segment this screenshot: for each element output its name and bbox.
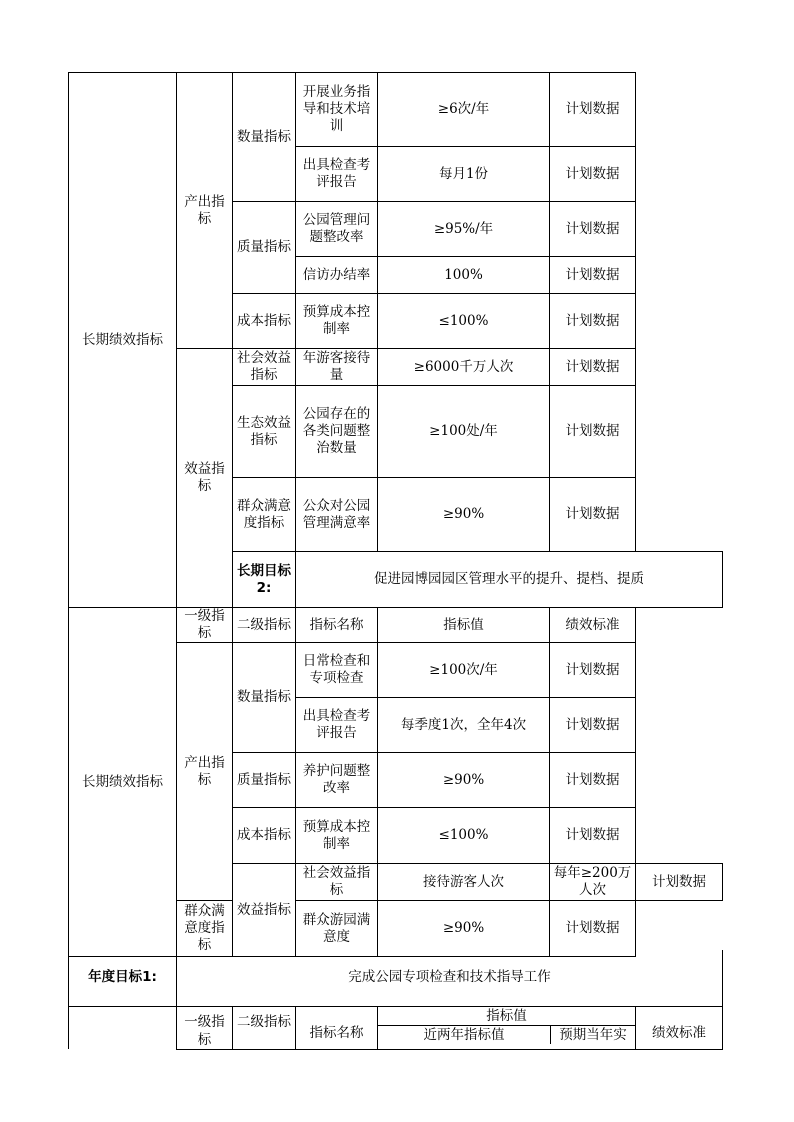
performance-standard: 计划数据 [550,753,636,808]
indicator-value: ≥90% [378,478,550,552]
indicator-name: 出具检查考评报告 [296,698,378,753]
indicator-value: ≥95%/年 [378,202,550,257]
header-performance-standard: 绩效标准 [550,608,636,643]
annual-left-blank [69,1006,177,1049]
level2-quality: 质量指标 [233,753,296,808]
long-term-performance-label: 长期绩效指标 [69,608,177,957]
header-performance-standard: 绩效标准 [636,1006,723,1049]
performance-standard: 计划数据 [550,73,636,147]
indicator-name: 预算成本控制率 [296,808,378,864]
annual-goal-1-label: 年度目标1: [69,950,177,1006]
level2-satisfaction: 群众满意度指标 [233,478,296,552]
level1-output: 产出指标 [177,643,233,901]
indicator-value: 每季度1次，全年4次 [378,698,550,753]
header-indicator-value: 指标值 [378,608,550,643]
indicator-name: 日常检查和专项检查 [296,643,378,698]
indicator-name: 开展业务指导和技术培训 [296,73,378,147]
level2-quality: 质量指标 [233,202,296,294]
header-level2: 二级指标 [233,1006,296,1049]
performance-standard: 计划数据 [550,202,636,257]
annual-goal-1-text: 完成公园专项检查和技术指导工作 [177,950,723,1006]
level2-ecological: 生态效益指标 [233,386,296,478]
header-level2: 二级指标 [233,608,296,643]
level2-quantity: 数量指标 [233,73,296,202]
header-indicator-name: 指标名称 [296,608,378,643]
performance-standard: 计划数据 [550,808,636,864]
indicator-name: 出具检查考评报告 [296,147,378,202]
indicator-name: 年游客接待量 [296,349,378,386]
level2-cost: 成本指标 [233,294,296,349]
performance-standard: 计划数据 [550,349,636,386]
indicator-value: ≥90% [378,901,550,957]
indicator-value: ≤100% [378,808,550,864]
header-level1: 一级指标 [177,608,233,643]
indicator-value: ≥100次/年 [378,643,550,698]
level1-output: 产出指标 [177,73,233,349]
long-term-goal-2-label: 长期目标2: [233,552,296,608]
header-indicator-value: 指标值 [378,1007,635,1026]
indicator-name: 接待游客人次 [378,864,550,901]
performance-standard: 计划数据 [550,147,636,202]
indicator-value: ≤100% [378,294,550,349]
indicator-name: 公园存在的各类问题整治数量 [296,386,378,478]
level1-benefit: 效益指标 [177,349,233,608]
performance-standard: 计划数据 [550,294,636,349]
indicator-value: ≥100处/年 [378,386,550,478]
performance-standard: 计划数据 [550,901,636,957]
indicator-name: 群众游园满意度 [296,901,378,957]
performance-indicator-table [68,72,723,957]
header-recent-two-years: 近两年指标值 [378,1026,551,1044]
indicator-name: 养护问题整改率 [296,753,378,808]
level2-satisfaction: 群众满意度指标 [177,901,233,957]
indicator-value: 每年≥200万人次 [550,864,636,901]
header-level1: 一级指标 [177,1006,233,1049]
indicator-value: ≥6次/年 [378,73,550,147]
header-expected-current-year: 预期当年实 [559,1026,627,1043]
indicator-value: ≥90% [378,753,550,808]
level2-social: 社会效益指标 [296,864,378,901]
indicator-name: 公园管理问题整改率 [296,202,378,257]
performance-standard: 计划数据 [550,386,636,478]
long-term-performance-label: 长期绩效指标 [69,73,177,608]
performance-standard: 计划数据 [636,864,723,901]
performance-standard: 计划数据 [550,257,636,294]
level1-benefit: 效益指标 [233,864,296,957]
indicator-value: 每月1份 [378,147,550,202]
performance-standard: 计划数据 [550,478,636,552]
annual-goal-table [68,950,723,1050]
level2-quantity: 数量指标 [233,643,296,753]
indicator-name: 信访办结率 [296,257,378,294]
indicator-name: 预算成本控制率 [296,294,378,349]
indicator-value: 100% [378,257,550,294]
level2-cost: 成本指标 [233,808,296,864]
performance-standard: 计划数据 [550,643,636,698]
header-indicator-name: 指标名称 [296,1006,378,1049]
indicator-name: 公众对公园管理满意率 [296,478,378,552]
level2-social: 社会效益指标 [233,349,296,386]
indicator-value: ≥6000千万人次 [378,349,550,386]
long-term-goal-2-text: 促进园博园园区管理水平的提升、提档、提质 [296,552,723,608]
performance-standard: 计划数据 [550,698,636,753]
